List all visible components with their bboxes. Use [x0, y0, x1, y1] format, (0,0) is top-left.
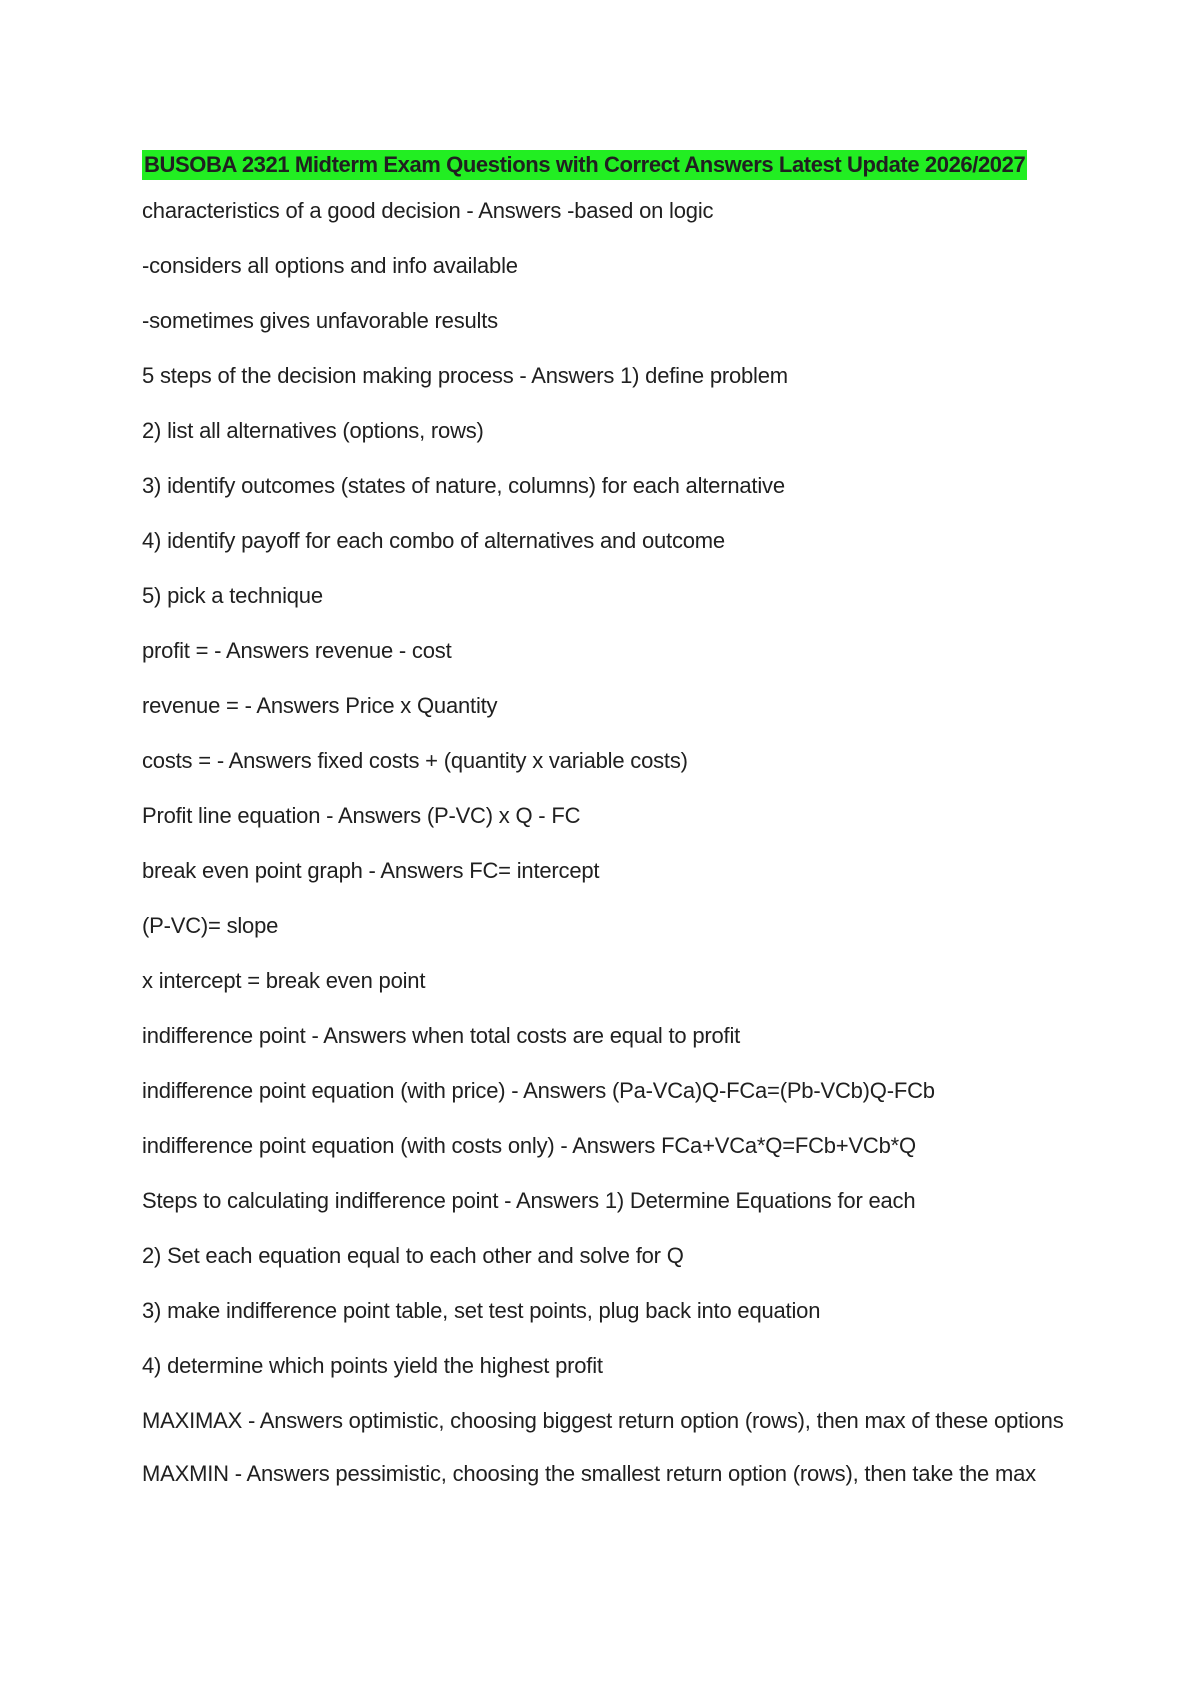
- text-line: characteristics of a good decision - Answers -based on logic: [142, 198, 714, 223]
- text-line: indifference point equation (with costs only) - Answers FCa+VCa*Q=FCb+VCb*Q: [142, 1133, 916, 1158]
- document-content: [142, 150, 1072, 1511]
- text-line: -sometimes gives unfavorable results: [142, 308, 498, 333]
- text-line: 4) determine which points yield the highest profit: [142, 1353, 603, 1378]
- text-line: 5 steps of the decision making process - Answers 1) define problem: [142, 363, 788, 388]
- text-line: costs = - Answers fixed costs + (quantity x variable costs): [142, 748, 688, 773]
- text-line: revenue = - Answers Price x Quantity: [142, 693, 498, 718]
- text-line: 5) pick a technique: [142, 583, 323, 608]
- text-line: break even point graph - Answers FC= intercept: [142, 858, 600, 883]
- text-line: MAXMIN - Answers pessimistic, choosing the smallest return option (rows), then take the max: [142, 1461, 1036, 1486]
- text-line: indifference point equation (with price) - Answers (Pa-VCa)Q-FCa=(Pb-VCb)Q-FCb: [142, 1078, 935, 1103]
- text-line: Profit line equation - Answers (P-VC) x Q - FC: [142, 803, 581, 828]
- text-line: (P-VC)= slope: [142, 913, 279, 938]
- text-line: 3) make indifference point table, set test points, plug back into equation: [142, 1298, 821, 1323]
- text-line: indifference point - Answers when total costs are equal to profit: [142, 1023, 741, 1048]
- text-line: -considers all options and info available: [142, 253, 518, 278]
- text-line: 2) Set each equation equal to each other and solve for Q: [142, 1243, 684, 1268]
- text-line: 2) list all alternatives (options, rows): [142, 418, 484, 443]
- text-line: profit = - Answers revenue - cost: [142, 638, 452, 663]
- text-line: 4) identify payoff for each combo of alternatives and outcome: [142, 528, 725, 553]
- text-line: x intercept = break even point: [142, 968, 426, 993]
- text-line: MAXIMAX - Answers optimistic, choosing biggest return option (rows), then max of these options: [142, 1408, 1064, 1433]
- text-line: Steps to calculating indifference point - Answers 1) Determine Equations for each: [142, 1188, 916, 1213]
- document-title: BUSOBA 2321 Midterm Exam Questions with Correct Answers Latest Update 2026/2027: [142, 150, 1027, 180]
- text-line: 3) identify outcomes (states of nature, columns) for each alternative: [142, 473, 785, 498]
